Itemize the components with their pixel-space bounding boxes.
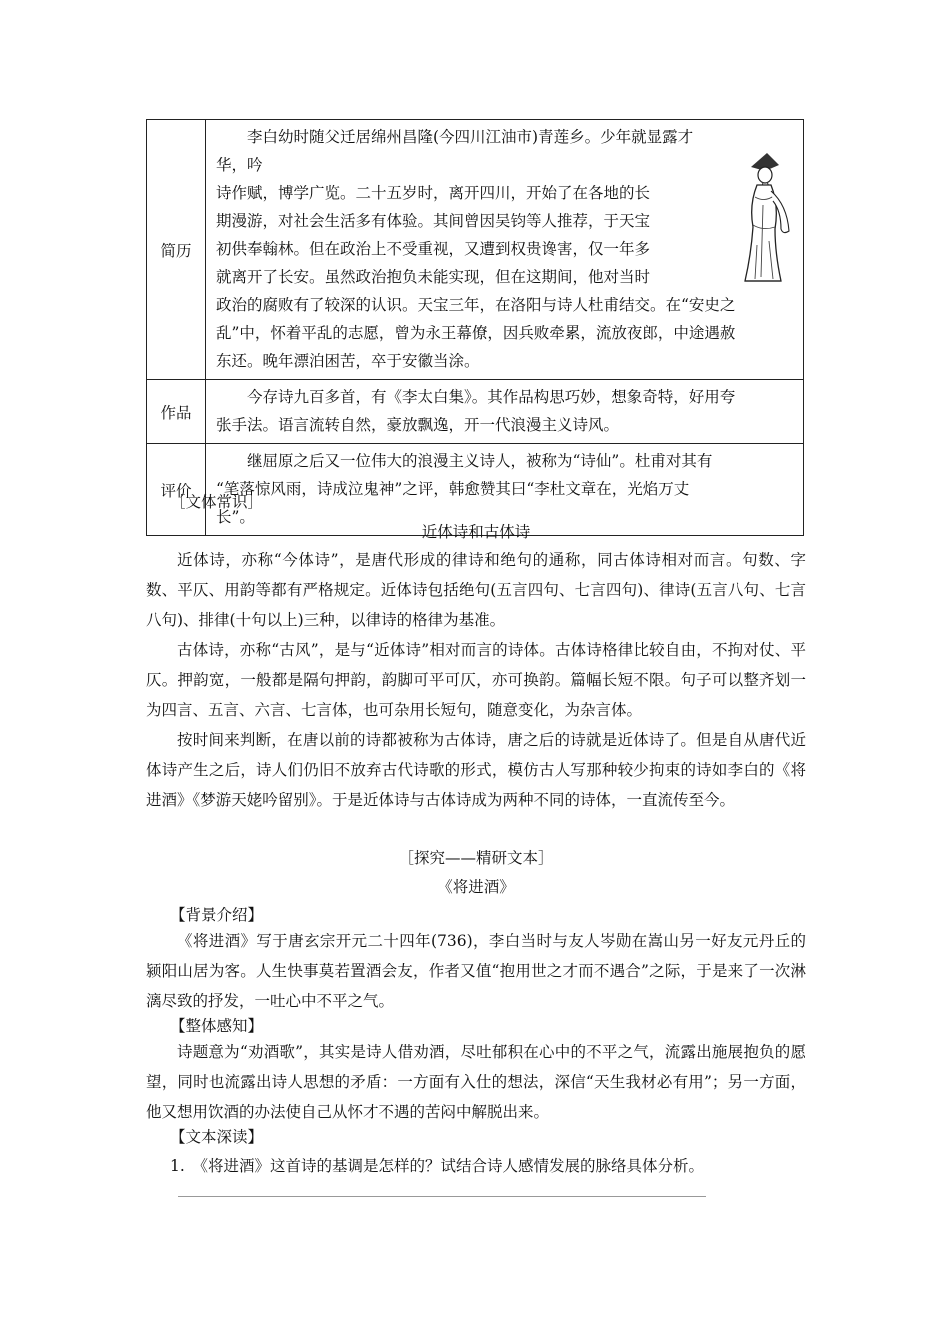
style-knowledge-tag: ［文体常识］ [170,493,264,511]
bio-line: 东还。晚年漂泊困苦，卒于安徽当涂。 [216,352,480,370]
deep-reading-question: 1. 《将进酒》这首诗的基调是怎样的？试结合诗人感情发展的脉络具体分析。 [170,1157,705,1175]
paragraph: 诗题意为“劝酒歌”，其实是诗人借劝酒，尽吐郁积在心中的不平之气，流露出施展抱负的愿望，同时也流露出诗人思想的矛盾：一方面有入仕的想法，深信“天生我材必有用”；另一方面，他又想用饮酒的办法使自己从怀才不遇的苦闷中解脱出来。 [146,1043,806,1121]
bio-line: 政治的腐败有了较深的认识。天宝三年，在洛阳与诗人杜甫结交。在“安史之 [216,296,736,314]
paragraph: 按时间来判断，在唐以前的诗都被称为古体诗，唐之后的诗就是近体诗了。但是自从唐代近体诗产生之后，诗人们仍旧不放弃古代诗歌的形式，模仿古人写那种较少拘束的诗如李白的《将进酒》《梦游天姥吟留别》。于是近体诗与古体诗成为两种不同的诗体，一直流传至今。 [146,731,806,809]
paragraph: 《将进酒》写于唐玄宗开元二十四年(736)，李白当时与友人岑勋在嵩山另一好友元丹丘的颍阳山居为客。人生快事莫若置酒会友，作者又值“抱用世之才而不遇合”之际，于是来了一次淋漓尽致的抒发，一吐心中不平之气。 [146,932,806,1010]
background-heading: 【背景介绍】 [170,906,264,924]
bio-label-works: 作品 [147,380,206,444]
bio-label-resume: 简历 [147,120,206,380]
bio-row-works [147,380,804,444]
background-body [146,926,806,1016]
style-knowledge-title: 近体诗和古体诗 [421,523,531,541]
overall-body [146,1037,806,1127]
bio-line: 继屈原之后又一位伟大的浪漫主义诗人，被称为“诗仙”。杜甫对其有 [247,452,713,470]
answer-line[interactable] [178,1196,706,1197]
li-bai-bio-table [146,119,804,536]
bio-content-resume [206,120,804,380]
paragraph: 近体诗，亦称“今体诗”，是唐代形成的律诗和绝句的通称，同古体诗相对而言。句数、字数、平仄、用韵等都有严格规定。近体诗包括绝句(五言四句、七言四句)、律诗(五言八句、七言八句)、排律(十句以上)三种，以律诗的格律为基准。 [146,551,806,629]
explore-section-title: ［探究——精研文本］ [398,849,554,867]
bio-line: “笔落惊风雨，诗成泣鬼神”之评，韩愈赞其曰“李杜文章在，光焰万丈 [216,480,690,498]
style-knowledge-body [146,545,806,815]
bio-line: 期漫游，对社会生活多有体验。其间曾因吴钧等人推荐，于天宝 [216,212,651,230]
li-bai-portrait-icon [731,145,793,285]
bio-line: 长”。 [216,508,255,526]
bio-line: 今存诗九百多首，有《李太白集》。其作品构思巧妙，想象奇特，好用夸 [247,388,736,406]
bio-content-works [206,380,804,444]
bio-line: 张手法。语言流转自然，豪放飘逸，开一代浪漫主义诗风。 [216,416,620,434]
deep-reading-heading: 【文本深读】 [170,1128,264,1146]
bio-line: 初供奉翰林。但在政治上不受重视，又遭到权贵谗害，仅一年多 [216,240,651,258]
bio-row-resume [147,120,804,380]
bio-line: 就离开了长安。虽然政治抱负未能实现，但在这期间，他对当时 [216,268,651,286]
poem-title: 《将进酒》 [437,878,515,896]
bio-line: 乱”中，怀着平乱的志愿，曾为永王幕僚，因兵败牵累，流放夜郎，中途遇赦 [216,324,736,342]
overall-heading: 【整体感知】 [170,1017,264,1035]
bio-label-evaluation: 评价 [147,444,206,536]
bio-line: 李白幼时随父迁居绵州昌隆(今四川江油市)青莲乡。少年就显露才华，吟 [216,128,694,174]
bio-line: 诗作赋，博学广览。二十五岁时，离开四川，开始了在各地的长 [216,184,651,202]
paragraph: 古体诗，亦称“古风”，是与“近体诗”相对而言的诗体。古体诗格律比较自由，不拘对仗、平仄。押韵宽，一般都是隔句押韵，韵脚可平可仄，亦可换韵。篇幅长短不限。句子可以整齐划一为四言、五言、六言、七言体，也可杂用长短句，随意变化，为杂言体。 [146,641,806,719]
